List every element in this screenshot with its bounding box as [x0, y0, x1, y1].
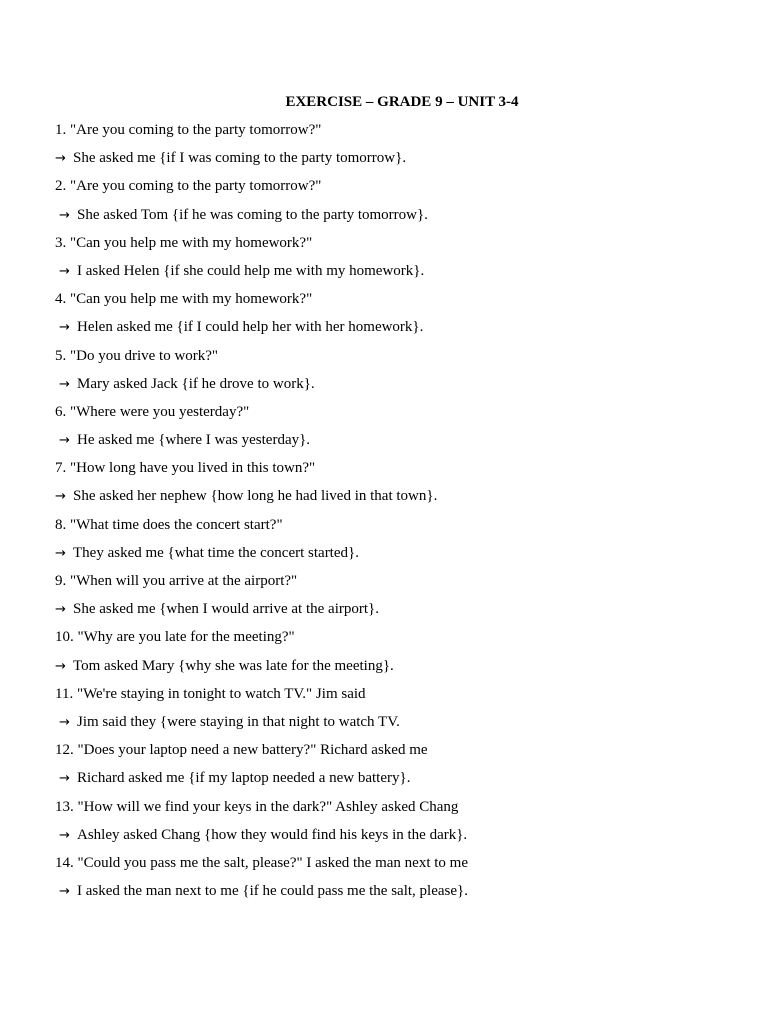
right-arrow-icon: →: [59, 376, 70, 392]
question-line: 8. "What time does the concert start?": [55, 516, 283, 533]
answer-text: I asked the man next to me {if he could pass me the salt, please}.: [77, 883, 468, 900]
question-line: 12. "Does your laptop need a new battery?" Richard asked me: [55, 742, 428, 759]
answer-text: Jim said they {were staying in that night to watch TV.: [77, 713, 400, 730]
answer-line: [55, 881, 745, 909]
question-line: 5. "Do you drive to work?": [55, 347, 219, 364]
answer-text: Mary asked Jack {if he drove to work}.: [77, 375, 315, 392]
question-line: 6. "Where were you yesterday?": [55, 403, 250, 420]
question-line: 10. "Why are you late for the meeting?": [55, 629, 295, 646]
question-line: 1. "Are you coming to the party tomorrow?": [55, 122, 322, 138]
answer-line: [55, 486, 745, 514]
right-arrow-icon: →: [59, 714, 70, 730]
answer-text: Ashley asked Chang {how they would find his keys in the dark}.: [77, 826, 468, 843]
answer-line: [55, 374, 745, 402]
exercise-list: [55, 120, 745, 909]
right-arrow-icon: →: [59, 827, 70, 843]
answer-text: She asked me {when I would arrive at the airport}.: [73, 601, 379, 618]
question-line: 9. "When will you arrive at the airport?": [55, 573, 298, 589]
right-arrow-icon: →: [55, 545, 66, 561]
right-arrow-icon: →: [55, 658, 66, 674]
answer-line: [55, 768, 745, 796]
answer-text: Tom asked Mary {why she was late for the meeting}.: [73, 657, 394, 674]
question-line: 14. "Could you pass me the salt, please?" I asked the man next to me: [55, 854, 468, 871]
answer-line: [55, 543, 745, 571]
answer-text: I asked Helen {if she could help me with my homework}.: [77, 262, 425, 279]
answer-line: [55, 205, 745, 233]
right-arrow-icon: →: [59, 263, 70, 279]
answer-line: [55, 261, 745, 289]
right-arrow-icon: →: [55, 602, 66, 618]
answer-line: [55, 825, 745, 853]
answer-text: She asked her nephew {how long he had lived in that town}.: [73, 488, 438, 505]
question-line: 2. "Are you coming to the party tomorrow?": [55, 178, 322, 195]
answer-line: [55, 712, 745, 740]
question-line: 13. "How will we find your keys in the dark?" Ashley asked Chang: [55, 798, 459, 815]
page-title: EXERCISE – GRADE 9 – UNIT 3-4: [285, 94, 519, 110]
right-arrow-icon: →: [59, 771, 70, 787]
answer-text: Richard asked me {if my laptop needed a new battery}.: [77, 770, 411, 787]
answer-line: [55, 317, 745, 345]
right-arrow-icon: →: [59, 433, 70, 449]
answer-text: She asked me {if I was coming to the party tomorrow}.: [73, 150, 407, 167]
answer-line: [55, 148, 745, 176]
right-arrow-icon: →: [59, 320, 70, 336]
answer-text: They asked me {what time the concert started}.: [73, 544, 359, 561]
answer-text: Helen asked me {if I could help her with her homework}.: [77, 319, 424, 336]
right-arrow-icon: →: [55, 151, 66, 167]
question-line: 7. "How long have you lived in this town?": [55, 460, 316, 477]
question-line: 11. "We're staying in tonight to watch TV." Jim said: [55, 685, 366, 702]
right-arrow-icon: →: [59, 884, 70, 900]
question-line: 4. "Can you help me with my homework?": [55, 291, 313, 308]
answer-text: He asked me {where I was yesterday}.: [77, 432, 311, 449]
answer-line: [55, 599, 745, 627]
question-line: 3. "Can you help me with my homework?": [55, 234, 313, 251]
answer-text: She asked Tom {if he was coming to the party tomorrow}.: [77, 206, 428, 223]
answer-line: [55, 656, 745, 684]
right-arrow-icon: →: [59, 207, 70, 223]
right-arrow-icon: →: [55, 489, 66, 505]
answer-line: [55, 430, 745, 458]
